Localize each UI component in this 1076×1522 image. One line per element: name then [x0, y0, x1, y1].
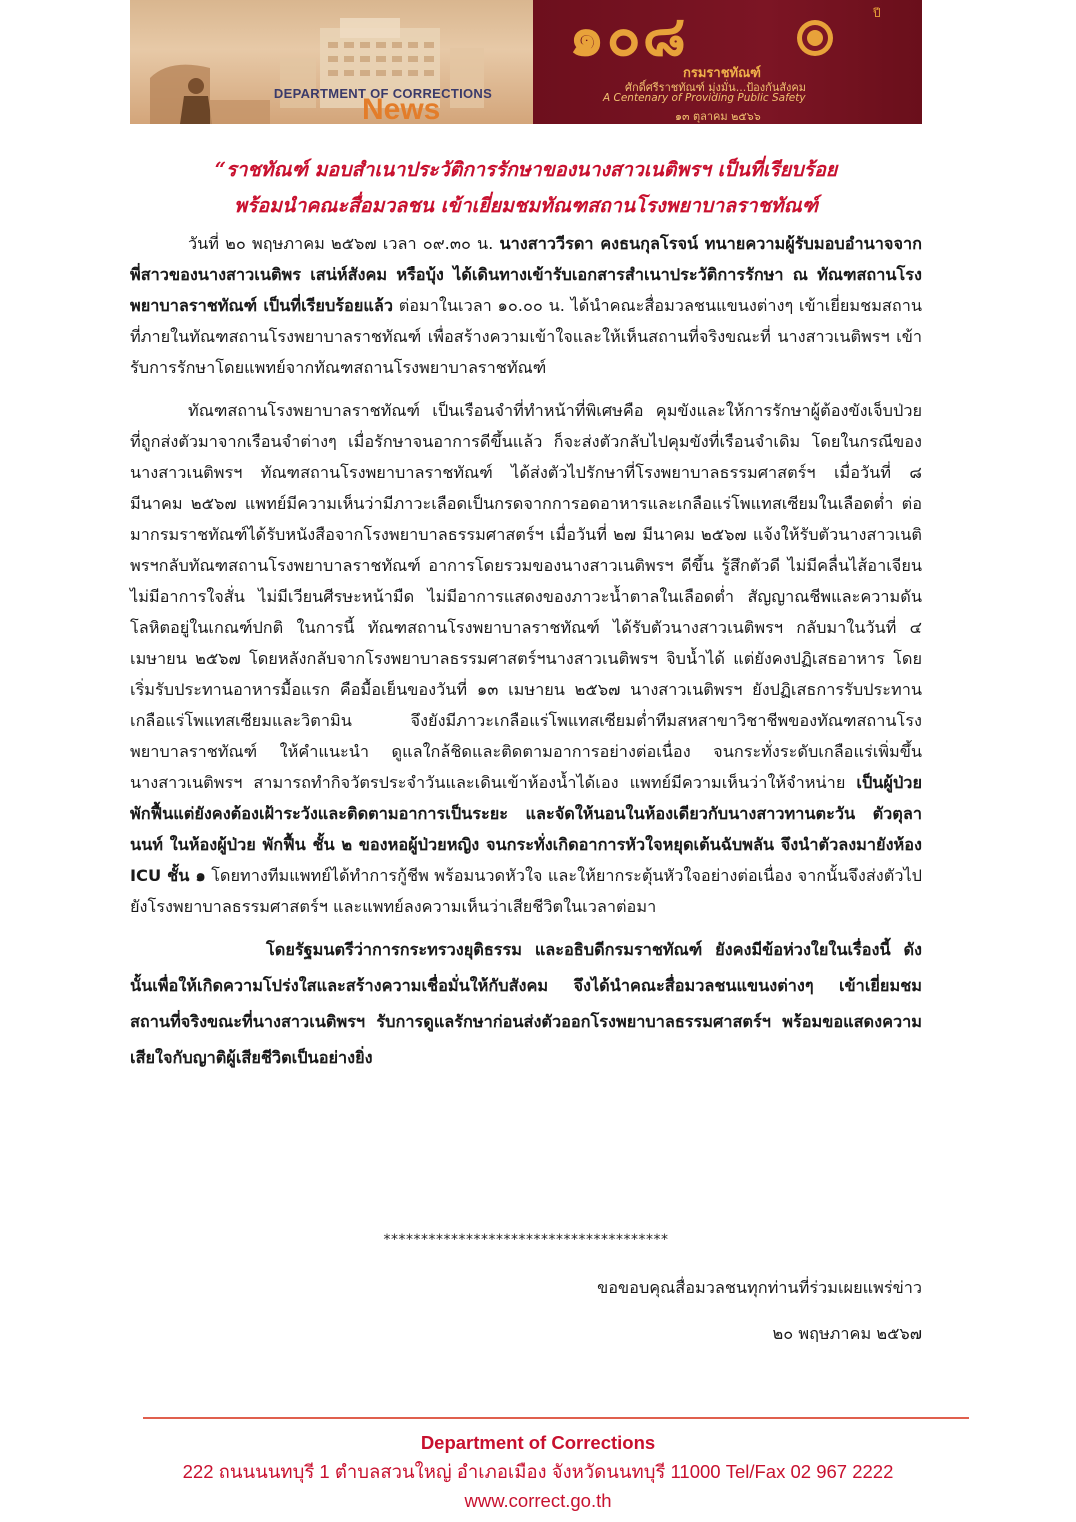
- banner-photo-panel: [130, 0, 533, 124]
- footer: [0, 1428, 1076, 1515]
- guard-silhouette: [150, 38, 270, 124]
- paragraph-2-rest: โดยทางทีมแพทย์ได้ทำการกู้ชีพ พร้อมนวดหัวใจ และให้ยากระตุ้นหัวใจอย่างต่อเนื่อง จากนั้นจึงส่งตัวไปยังโรงพยาบาลธรรมศาสตร์ฯ และแพทย์ลงความเห็นว่าเสียชีวิตในเวลาต่อมา: [130, 866, 922, 916]
- headline-line-1: “ราชทัณฑ์ มอบสำเนาประวัติการรักษาของนางสาวเนติพรฯ เป็นที่เรียบร้อย: [214, 158, 838, 181]
- article-body: [130, 228, 922, 1076]
- footer-address: 222 ถนนนนทบุรี 1 ตำบลสวนใหญ่ อำเภอเมือง จังหวัดนนทบุรี 11000 Tel/Fax 02 967 2222: [182, 1461, 894, 1482]
- paragraph-2-main: ทัณฑสถานโรงพยาบาลราชทัณฑ์ เป็นเรือนจำที่ทำหน้าที่พิเศษคือ คุมขังและให้การรักษาผู้ต้องขังเจ็บป่วย ที่ถูกส่งตัวมาจากเรือนจำต่างๆ เมื่อรักษาจนอาการดีขึ้นแล้ว ก็จะส่งตัวกลับไปคุมขังที่เรือนจำเดิม โดยในกรณีของ นางสาวเนติพรฯ ทัณฑสถานโรงพยาบาลราชทัณฑ์ ได้ส่งตัวไปรักษาที่โรงพยาบาลธรรมศาสตร์ฯ เมื่อวันที่ ๘ มีนาคม ๒๕๖๗ แพทย์มีความเห็นว่ามีภาวะเลือดเป็นกรดจากการอดอาหารและเกลือแร่โพแทสเซียมในเลือดต่ำ ต่อมากรมราชทัณฑ์ได้รับหนังสือจากโรงพยาบาลธรรมศาสตร์ฯ เมื่อวันที่ ๒๗ มีนาคม ๒๕๖๗ แจ้งให้รับตัวนางสาวเนติพรฯกลับทัณฑสถานโรงพยาบาลราชทัณฑ์ อาการโดยรวมของนางสาวเนติพรฯ ดีขึ้น รู้สึกตัวดี ไม่มีคลื่นไส้อาเจียน ไม่มีอาการใจสั่น ไม่มีเวียนศีรษะหน้ามืด ไม่มีอาการแสดงของภาวะน้ำตาลในเลือดต่ำ สัญญาณชีพและความดันโลหิตอยู่ในเกณฑ์ปกติ ในการนี้ ทัณฑสถานโรงพยาบาลราชทัณฑ์ ได้รับตัวนางสาวเนติพรฯ กลับมาในวันที่ ๔ เมษายน ๒๕๖๗ โดยหลังกลับจากโรงพยาบาลธรรมศาสตร์ฯนางสาวเนติพรฯ จิบน้ำได้ แต่ยังคงปฏิเสธอาหาร โดยเริ่มรับประทานอาหารมื้อแรก คือมื้อเย็นของวันที่ ๑๓ เมษายน ๒๕๖๗ นางสาวเนติพรฯ ยังปฏิเสธการรับประทานเกลือแร่โพแทสเซียมและวิตามิน จึงยังมีภาวะเกลือแร่โพแทสเซียมต่ำทีมสหสาขาวิชาชีพของทัณฑสถานโรงพยาบาลราชทัณฑ์ ให้คำแนะนำ ดูแลใกล้ชิดและติดตามอาการอย่างต่อเนื่อง จนกระทั่งระดับเกลือแร่เพิ่มขึ้น นางสาวเนติพรฯ สามารถทำกิจวัตรประจำวันและเดินเข้าห้องน้ำได้เอง แพทย์มีความเห็นว่าให้จำหน่าย: [130, 401, 922, 792]
- separator-stars: **************************************: [383, 1232, 669, 1248]
- paragraph-2-bold: เป็นผู้ป่วยพักฟื้นแต่ยังคงต้องเฝ้าระวังและติดตามอาการเป็นระยะ และจัดให้นอนในห้องเดียวกับนางสาวทานตะวัน ตัวตุลานนท์ ในห้องผู้ป่วย พักฟื้น ชั้น ๒ ของหอผู้ป่วยหญิง จนกระทั่งเกิดอาการหัวใจหยุดเต้นฉับพลัน จึงนำตัวลงมายังห้อง ICU ชั้น ๑: [130, 773, 922, 885]
- release-date: ๒๐ พฤษภาคม ๒๕๖๗: [772, 1324, 922, 1343]
- slogan-thai: ศักดิ์ศรีราชทัณฑ์ มุ่งมั่น...ป้องกันสังคม: [625, 81, 807, 94]
- header-banner: [130, 0, 922, 124]
- paragraph-2: [130, 395, 922, 922]
- paragraph-1: [130, 228, 922, 383]
- year-suffix: ปี: [873, 6, 881, 20]
- paragraph-1-bold: นางสาววีรดา คงธนกุลโรจน์ ทนายความผู้รับมอบอำนาจจากพี่สาวของนางสาวเนติพร เสน่ห์สังคม หรือบุ้ง ได้เดินทางเข้ารับเอกสารสำเนาประวัติการรักษา ณ ทัณฑสถานโรงพยาบาลราชทัณฑ์ เป็นที่เรียบร้อยแล้ว: [130, 234, 922, 315]
- thanks-line: ขอขอบคุณสื่อมวลชนทุกท่านที่ร่วมเผยแพร่ข่าว: [597, 1278, 922, 1297]
- paragraph-1-intro: วันที่ ๒๐ พฤษภาคม ๒๕๖๗ เวลา ๐๙.๓๐ น.: [188, 234, 500, 253]
- paragraph-1-rest: ต่อมาในเวลา ๑๐.๐๐ น. ได้นำคณะสื่อมวลชนแขนงต่างๆ เข้าเยี่ยมชมสถานที่ภายในทัณฑสถานโรงพยาบาลราชทัณฑ์ เพื่อสร้างความเข้าใจและให้เห็นสถานที่จริงขณะที่ นางสาวเนติพรฯ เข้ารับการรักษาโดยแพทย์จากทัณฑสถานโรงพยาบาลราชทัณฑ์: [130, 296, 922, 377]
- footer-website-link[interactable]: www.correct.go.th: [464, 1490, 612, 1511]
- paragraph-3: โดยรัฐมนตรีว่าการกระทรวงยุติธรรม และอธิบดีกรมราชทัณฑ์ ยังคงมีข้อห่วงใยในเรื่องนี้ ดังนั้นเพื่อให้เกิดความโปร่งใสและสร้างความเชื่อมั่นให้กับสังคม จึงได้นำคณะสื่อมวลชนแขนงต่างๆ เข้าเยี่ยมชมสถานที่จริงขณะที่นางสาวเนติพรฯ รับการดูแลรักษาก่อนส่งตัวออกโรงพยาบาลธรรมศาสตร์ฯ พร้อมขอแสดงความเสียใจกับญาติผู้เสียชีวิตเป็นอย่างยิ่ง: [130, 940, 922, 1067]
- footer-department-name: Department of Corrections: [420, 1432, 656, 1453]
- centenary-number: ๑๐๘: [569, 3, 688, 69]
- department-label: DEPARTMENT OF CORRECTIONS: [273, 86, 493, 101]
- news-headline: [130, 152, 922, 224]
- slogan-english: A Centenary of Providing Public Safety: [603, 92, 806, 104]
- org-name: กรมราชทัณฑ์: [683, 66, 761, 81]
- centenary-panel: [533, 0, 922, 124]
- headline-line-2: พร้อมนำคณะสื่อมวลชน เข้าเยี่ยมชมทัณฑสถานโรงพยาบาลราชทัณฑ์: [234, 194, 818, 217]
- department-seal-icon: [795, 18, 835, 58]
- banner-date: ๑๓ ตุลาคม ๒๕๖๖: [675, 110, 761, 123]
- news-label: News: [362, 93, 441, 124]
- footer-divider: [143, 1417, 969, 1419]
